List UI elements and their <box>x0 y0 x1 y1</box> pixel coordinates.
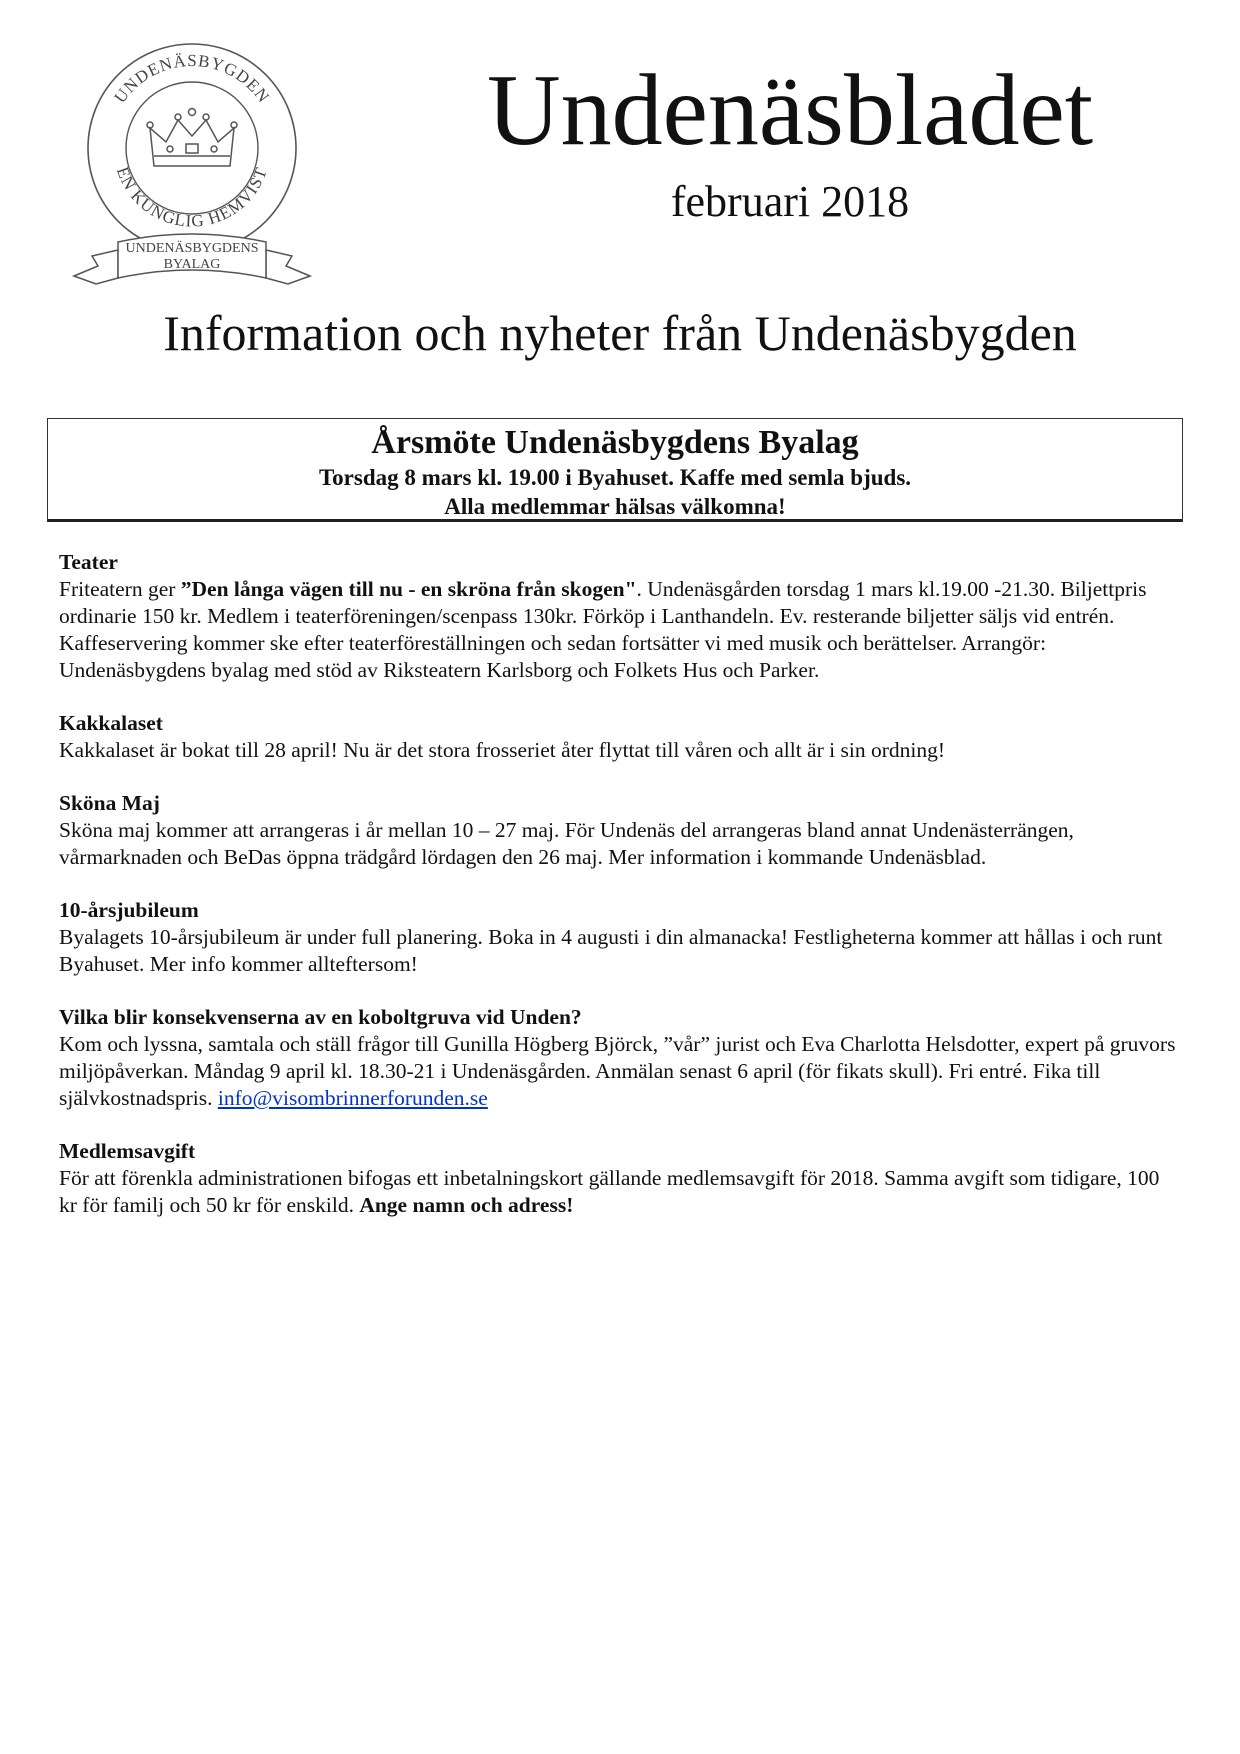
section-text-part: . Undenäsgården torsdag 1 mars kl.19.00 -21.30. Biljettpris ordinarie 150 kr. Medlem i teaterföreningen/scenpass 130kr. Förköp i Lanthandeln. Ev. resterande biljetter säljs vid entrén. Kaffeservering kommer ske efter teaterföreställningen och sedan fortsätter vi med musik och berättelser. Arrangör: Undenäsbygdens byalag med stöd av Riksteatern Karlsborg och Folkets Hus och Parker. <box>59 577 1147 682</box>
svg-text:UNDENÄSBYGDEN <box>110 51 273 107</box>
section-koboltgruva <box>59 1004 1179 1112</box>
annual-meeting-notice <box>47 418 1183 522</box>
newsletter-title: Undenäsbladet <box>486 54 1094 167</box>
section-text: Kakkalaset är bokat till 28 april! Nu är det stora frosseriet åter flyttat till våren och allt är i sin ordning! <box>59 738 945 762</box>
play-title: ”Den långa vägen till nu - en skröna från skogen" <box>180 577 637 601</box>
section-text-part: Friteatern ger <box>59 577 181 601</box>
notice-line-1: Torsdag 8 mars kl. 19.00 i Byahuset. Kaffe med semla bjuds. <box>318 465 912 490</box>
section-heading: Teater <box>59 550 118 574</box>
section-heading: Kakkalaset <box>59 711 163 735</box>
section-teater <box>59 549 1179 684</box>
section-text <box>59 1031 1179 1112</box>
logo-banner-line1: UNDENÄSBYGDENS <box>125 241 259 256</box>
section-text: Byalagets 10-årsjubileum är under full planering. Boka in 4 augusti i din almanacka! Festligheterna kommer att hållas i och runt Byahuset. Mer info kommer allteftersom! <box>59 925 1163 976</box>
section-text-part: För att förenkla administrationen bifogas ett inbetalningskort gällande medlemsavgift för 2018. Samma avgift som tidigare, 100 kr för familj och 50 kr för enskild. <box>59 1166 1160 1217</box>
section-jubileum <box>59 897 1179 978</box>
section-text: Sköna maj kommer att arrangeras i år mellan 10 – 27 maj. För Undenäs del arrangeras bland annat Undenästerrängen, vårmarknaden och BeDas öppna trädgård lördagen den 26 maj. Mer information i kommande Undenäsblad. <box>59 818 1074 869</box>
subtitle: Information och nyheter från Undenäsbygden <box>163 305 1077 361</box>
byalag-logo <box>72 28 312 308</box>
logo-banner-line2: BYALAG <box>163 257 221 272</box>
logo-arc-top: UNDENÄSBYGDEN <box>110 51 274 107</box>
section-heading: Medlemsavgift <box>59 1139 196 1163</box>
email-link[interactable]: info@visombrinnerforunden.se <box>217 1086 488 1110</box>
section-medlemsavgift <box>59 1138 1179 1219</box>
section-text <box>59 1165 1179 1219</box>
section-heading: Vilka blir konsekvenserna av en koboltgruva vid Unden? <box>59 1005 582 1029</box>
section-skona-maj <box>59 790 1179 871</box>
crown-icon <box>147 109 237 167</box>
section-heading: Sköna Maj <box>59 791 160 815</box>
section-text <box>59 576 1179 684</box>
section-text-part: Kom och lyssna, samtala och ställ frågor till Gunilla Högberg Björck, ”vår” jurist och Eva Charlotta Helsdotter, expert på gruvors miljöpåverkan. Måndag 9 april kl. 18.30-21 i Undenäsgården. Anmälan senast 6 april (för fikats skull). Fri entré. Fika till självkostnadspris. <box>59 1032 1176 1110</box>
issue-date: februari 2018 <box>670 177 910 226</box>
logo-arc-bottom: EN KUNGLIG HEMVIST <box>112 164 272 231</box>
notice-line-2: Alla medlemmar hälsas välkomna! <box>444 494 786 519</box>
section-text-emphasis: Ange namn och adress! <box>359 1193 574 1217</box>
svg-text:EN KUNGLIG HEMVIST <box>113 164 271 230</box>
notice-title: Årsmöte Undenäsbygdens Byalag <box>371 424 859 461</box>
news-content <box>59 549 1179 1245</box>
section-heading: 10-årsjubileum <box>59 898 199 922</box>
section-kakkalaset <box>59 710 1179 764</box>
